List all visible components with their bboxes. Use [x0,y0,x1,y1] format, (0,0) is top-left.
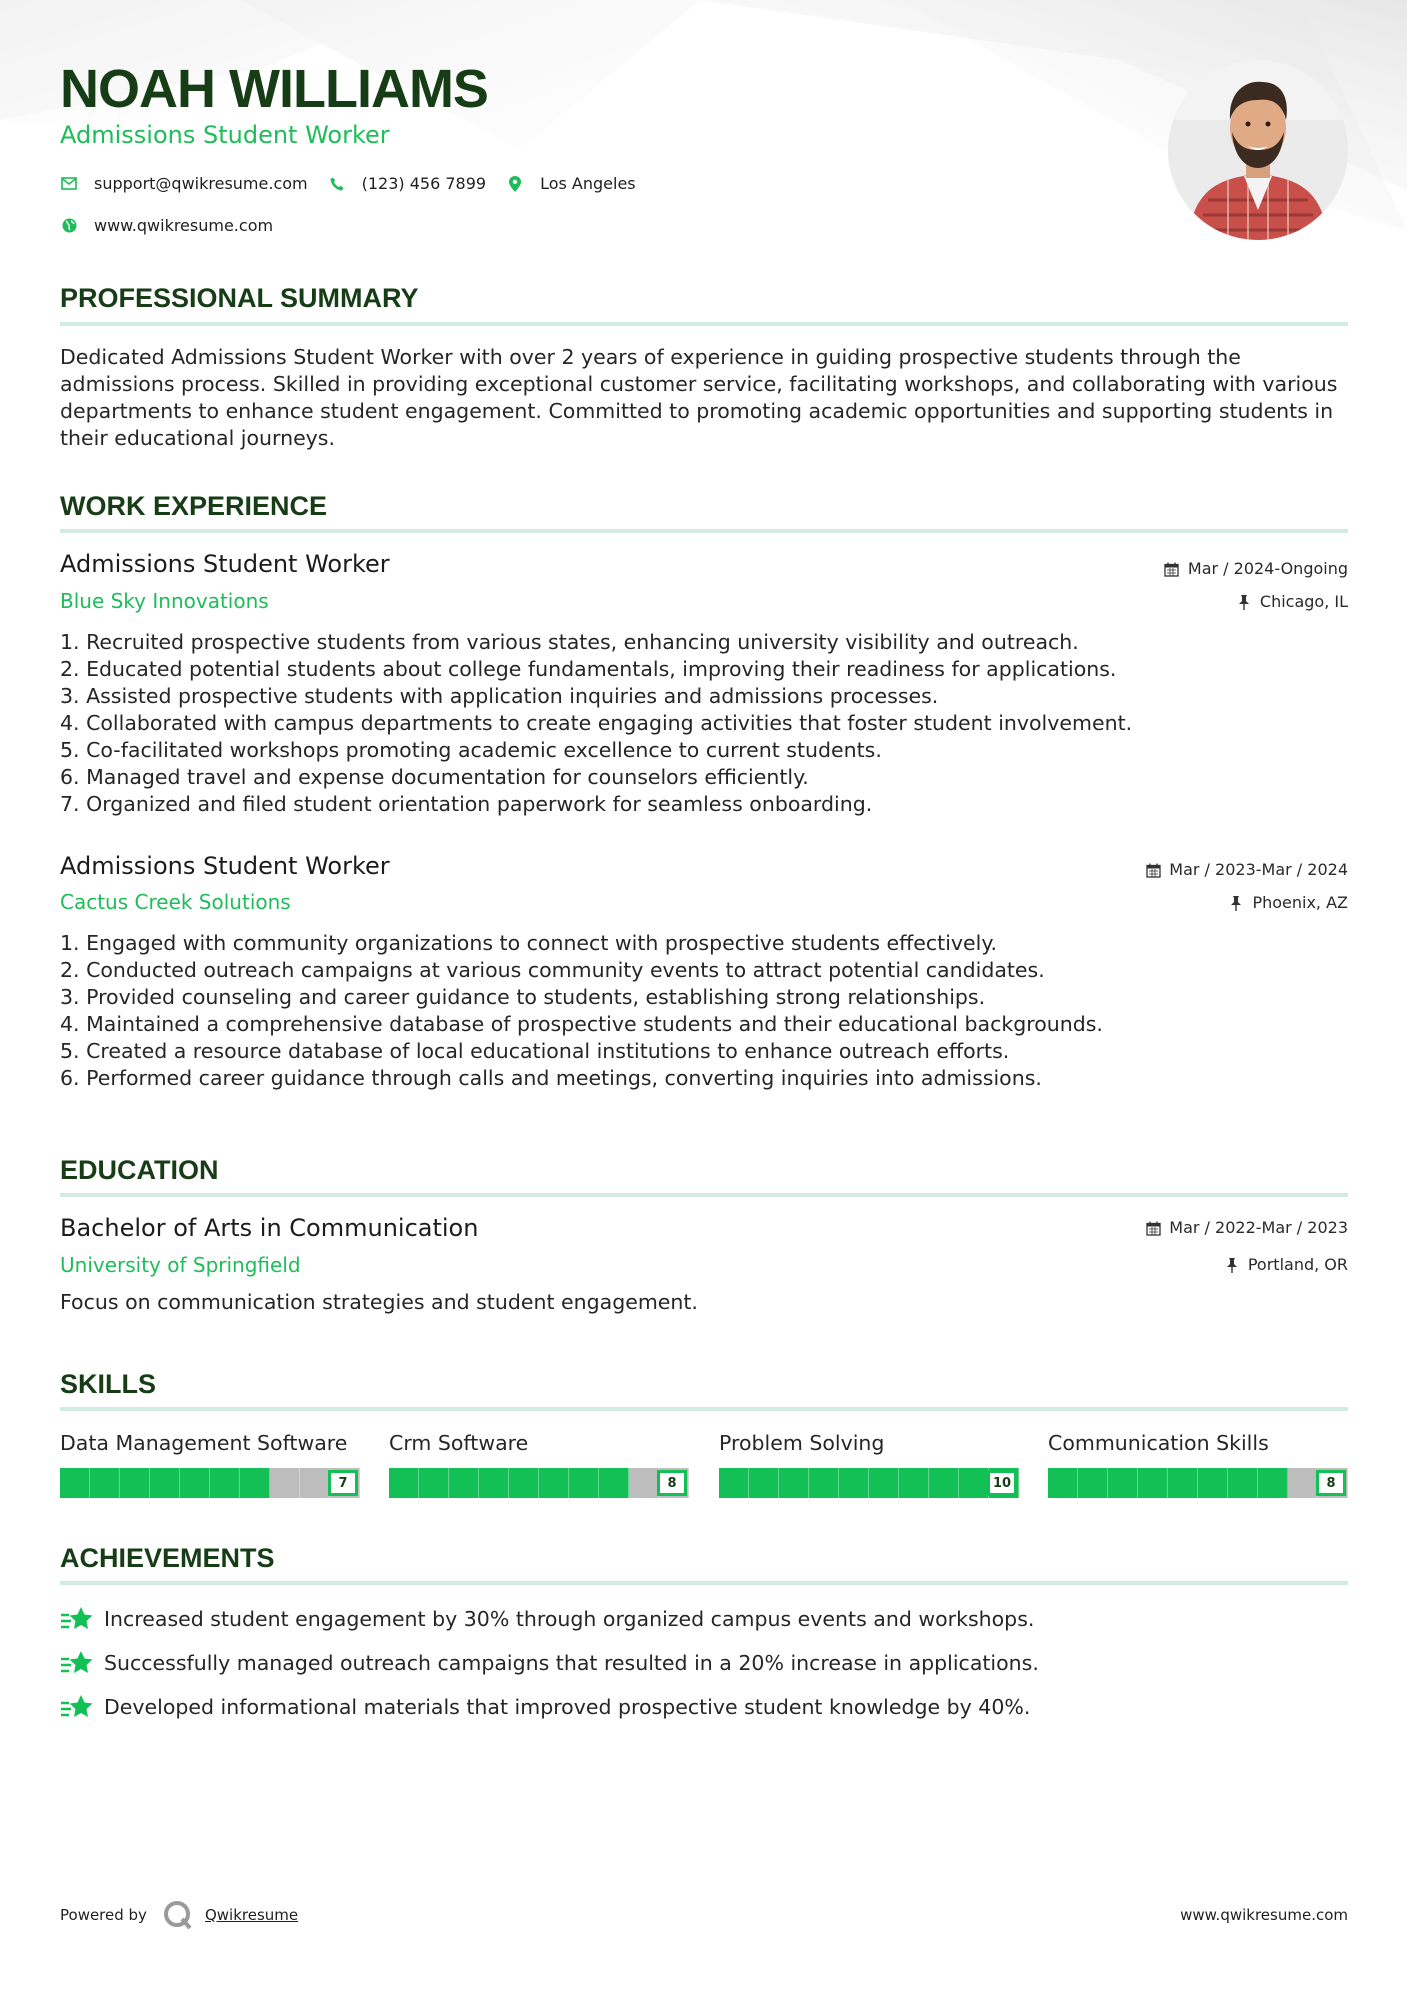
list-item: 5. Created a resource database of local educational institutions to enhance outreach efforts. [60,1039,1010,1063]
skill-bar-segment [719,1468,749,1498]
skill-level-badge: 8 [1316,1470,1346,1496]
summary-heading: PROFESSIONAL SUMMARY [60,283,419,313]
website-text[interactable]: www.qwikresume.com [94,216,274,235]
education-description: Focus on communication strategies and student engagement. [60,1290,698,1314]
education-divider [60,1193,1348,1197]
achievements-heading: ACHIEVEMENTS [60,1543,275,1573]
candidate-role: Admissions Student Worker [60,121,390,149]
skill-name: Data Management Software [60,1431,348,1455]
skill-bar-segment [120,1468,150,1498]
profile-photo [1168,60,1348,240]
skill-bar-segment [270,1468,300,1498]
job-bullets [60,629,1350,818]
skill-bar-segment [240,1468,270,1498]
skill-bar-segment [839,1468,869,1498]
list-item: 6. Managed travel and expense documentation for counselors efficiently. [60,765,809,789]
phone-icon [328,175,346,193]
experience-heading: WORK EXPERIENCE [60,491,328,521]
education-location-text: Portland, OR [1247,1255,1348,1274]
skill-bar [60,1468,360,1498]
contact-row [60,174,656,193]
skill-bar-segment [779,1468,809,1498]
list-item: 2. Educated potential students about college fundamentals, improving their readiness for applications. [60,657,1117,681]
skill-level-badge: 8 [657,1470,687,1496]
job-dates-text: Mar / 2024-Ongoing [1187,559,1348,578]
job-title: Admissions Student Worker [60,550,390,578]
skill-bar-segment [959,1468,989,1498]
skill-bar [389,1468,689,1498]
calendar-icon [1164,561,1180,577]
skill-bar-segment [1228,1468,1258,1498]
star-list-icon [60,1604,94,1634]
brand-link[interactable]: Qwikresume [204,1906,299,1924]
footer-website[interactable]: www.qwikresume.com [1180,1906,1348,1924]
skill-bar-segment [1078,1468,1108,1498]
star-list-icon [60,1648,94,1678]
job-company: Blue Sky Innovations [60,589,269,613]
achievement-text: Successfully managed outreach campaigns that resulted in a 20% increase in applications. [104,1651,1039,1675]
job-location [1228,893,1348,913]
list-item: 7. Organized and filed student orientation paperwork for seamless onboarding. [60,792,873,816]
skill-bar-segment [419,1468,449,1498]
map-pin-icon [506,175,524,193]
skills-divider [60,1407,1348,1411]
list-item: 3. Assisted prospective students with application inquiries and admissions processes. [60,684,939,708]
skill-bar-segment [539,1468,569,1498]
website-item[interactable] [60,216,273,235]
skill-bar-segment [929,1468,959,1498]
email-text[interactable]: support@qwikresume.com [94,174,308,193]
skill-bar-segment [1168,1468,1198,1498]
list-item: 5. Co-facilitated workshops promoting academic excellence to current students. [60,738,882,762]
education-dates-text: Mar / 2022-Mar / 2023 [1169,1218,1348,1237]
list-item: 1. Engaged with community organizations to connect with prospective students effectively. [60,931,998,955]
school-name: University of Springfield [60,1253,301,1277]
degree-title: Bachelor of Arts in Communication [60,1214,479,1242]
achievement-item [60,1604,1034,1634]
job-location [1236,592,1348,612]
job-dates-text: Mar / 2023-Mar / 2024 [1169,860,1348,879]
skill-level-badge: 10 [987,1470,1017,1496]
website-row [60,216,293,235]
skill-bar [1048,1468,1348,1498]
education-dates [1145,1218,1348,1238]
skill-bar-segment [479,1468,509,1498]
job-dates [1164,559,1348,579]
skill-bar-segment [1288,1468,1318,1498]
skill-bar-segment [60,1468,90,1498]
skill-bar-segment [809,1468,839,1498]
achievement-text: Increased student engagement by 30% through organized campus events and workshops. [104,1607,1035,1631]
skill-bar-segment [1048,1468,1078,1498]
skill-bar-segment [1198,1468,1228,1498]
skill-bar-segment [629,1468,659,1498]
job-dates [1145,860,1348,880]
job-bullets [60,930,1350,1092]
skill-bar-segment [210,1468,240,1498]
skill-bar-segment [1258,1468,1288,1498]
skill-bar-segment [869,1468,899,1498]
phone-text[interactable]: (123) 456 7899 [361,174,487,193]
skill-bar-segment [899,1468,929,1498]
achievement-item [60,1648,1039,1678]
list-item: 1. Recruited prospective students from various states, enhancing university visibility and outreach. [60,630,1079,654]
pushpin-icon [1236,594,1252,610]
skill-level-badge: 7 [328,1470,358,1496]
skill-bar-segment [90,1468,120,1498]
pushpin-icon [1228,895,1244,911]
email-item[interactable] [60,174,308,193]
job-location-text: Chicago, IL [1259,592,1348,611]
powered-by-label: Powered by [60,1906,147,1924]
skill-bar-segment [599,1468,629,1498]
skill-bar-segment [1108,1468,1138,1498]
skill-bar-segment [180,1468,210,1498]
location-item [506,174,636,193]
skill-bar-segment [389,1468,419,1498]
calendar-icon [1145,1220,1161,1236]
skill-bar-segment [749,1468,779,1498]
globe-icon [60,217,78,235]
candidate-name: NOAH WILLIAMS [60,59,488,119]
job-company: Cactus Creek Solutions [60,890,291,914]
skill-bar-segment [569,1468,599,1498]
list-item: 6. Performed career guidance through calls and meetings, converting inquiries into admissions. [60,1066,1042,1090]
list-item: 2. Conducted outreach campaigns at various community events to attract potential candidates. [60,958,1045,982]
skill-bar [719,1468,1019,1498]
job-location-text: Phoenix, AZ [1252,893,1348,912]
skill-bar-segment [449,1468,479,1498]
skill-bar-segment [300,1468,330,1498]
footer-powered-by [60,1900,298,1930]
pushpin-icon [1224,1257,1240,1273]
qwikresume-logo-icon [163,1900,193,1930]
skill-name: Communication Skills [1048,1431,1269,1455]
summary-divider [60,322,1348,326]
skill-bar-segment [1138,1468,1168,1498]
calendar-icon [1145,862,1161,878]
education-heading: EDUCATION [60,1155,219,1185]
star-list-icon [60,1692,94,1722]
job-title: Admissions Student Worker [60,852,390,880]
list-item: 3. Provided counseling and career guidance to students, establishing strong relationships. [60,985,986,1009]
education-location [1224,1255,1348,1275]
summary-text: Dedicated Admissions Student Worker with over 2 years of experience in guiding prospective students through the admissions process. Skilled in providing exceptional customer service, facilitating workshops, and collaborating with various departments to enhance student engagement. Committed to promoting academic opportunities and supporting students in their educational journeys. [60,345,1338,450]
skill-name: Crm Software [389,1431,529,1455]
skill-bar-segment [509,1468,539,1498]
envelope-icon [60,175,78,193]
skill-bar-segment [150,1468,180,1498]
experience-divider [60,529,1348,533]
skills-heading: SKILLS [60,1369,157,1399]
achievements-divider [60,1581,1348,1585]
list-item: 4. Collaborated with campus departments to create engaging activities that foster student involvement. [60,711,1133,735]
achievement-item [60,1692,1030,1722]
achievement-text: Developed informational materials that improved prospective student knowledge by 40%. [104,1695,1031,1719]
skill-name: Problem Solving [719,1431,885,1455]
phone-item[interactable] [328,174,486,193]
location-text: Los Angeles [540,174,636,193]
list-item: 4. Maintained a comprehensive database of prospective students and their educational backgrounds. [60,1012,1103,1036]
